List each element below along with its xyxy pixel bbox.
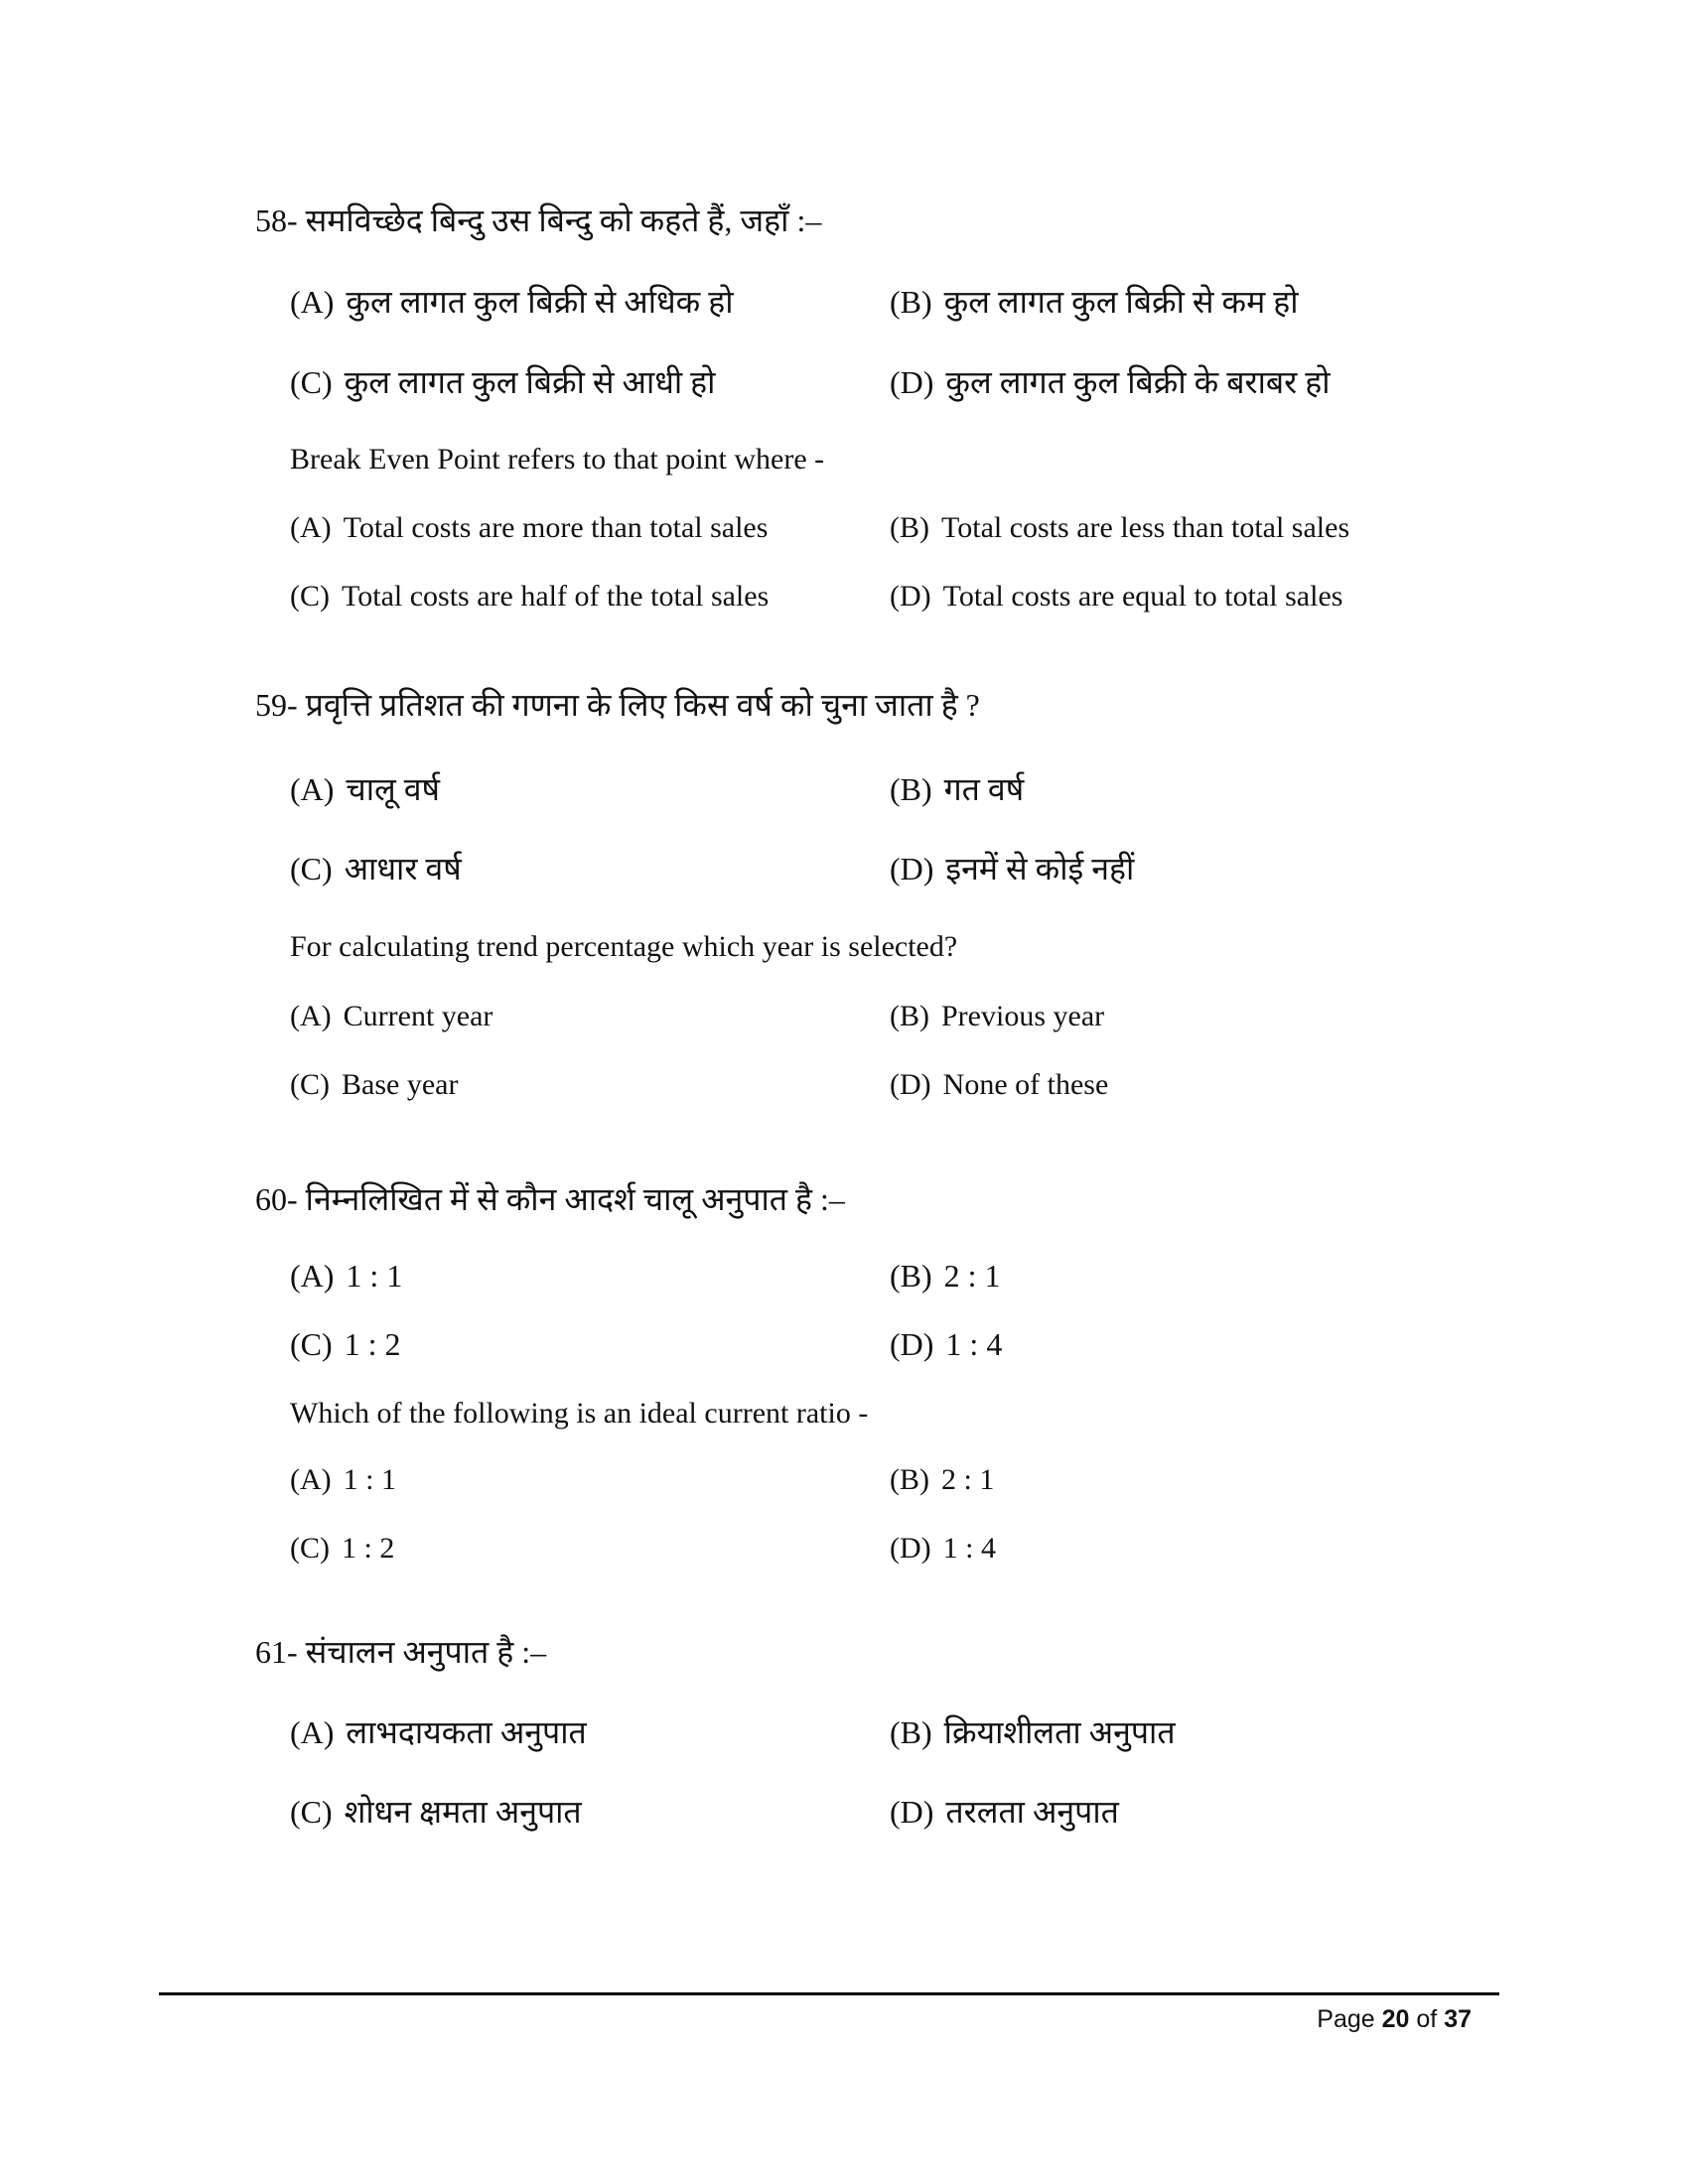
option-hindi — [290, 849, 462, 888]
option-label: (C) — [290, 580, 330, 613]
option-hindi — [890, 769, 1024, 809]
option-text: 1 : 4 — [945, 1326, 1003, 1362]
option-label: (C) — [290, 1794, 333, 1830]
option-hindi — [290, 769, 440, 809]
current-page: 20 — [1381, 2005, 1410, 2033]
option-text: Total costs are more than total sales — [343, 511, 769, 544]
option-text: गत वर्ष — [943, 771, 1025, 807]
option-english — [890, 1460, 994, 1500]
total-pages: 37 — [1444, 2005, 1472, 2033]
option-text: कुल लागत कुल बिक्री से कम हो — [943, 284, 1299, 320]
option-text: 1 : 2 — [342, 1532, 395, 1565]
option-english — [890, 1529, 996, 1569]
option-text: Total costs are less than total sales — [941, 511, 1350, 544]
question-hindi: 59- प्रवृत्ति प्रतिशत की गणना के लिए किस वर्ष को चुना जाता है ? — [255, 687, 980, 723]
option-label: (B) — [890, 1714, 932, 1750]
option-label: (D) — [890, 580, 931, 613]
option-hindi — [290, 1256, 402, 1296]
option-hindi — [890, 1712, 1176, 1752]
option-label: (D) — [890, 1326, 934, 1362]
option-text: कुल लागत कुल बिक्री के बराबर हो — [945, 364, 1331, 400]
page-label: Page — [1317, 2005, 1375, 2033]
option-text: 2 : 1 — [941, 1463, 995, 1496]
option-hindi — [290, 362, 715, 402]
option-hindi — [290, 1792, 582, 1832]
option-text: Previous year — [941, 1000, 1105, 1032]
option-text: 1 : 1 — [346, 1258, 403, 1294]
option-label: (B) — [890, 1000, 929, 1032]
option-english — [290, 508, 768, 548]
option-label: (C) — [290, 851, 333, 887]
option-label: (B) — [890, 284, 932, 320]
option-label: (D) — [890, 1532, 931, 1565]
option-text: Total costs are half of the total sales — [342, 580, 770, 613]
question-english: Break Even Point refers to that point where - — [290, 443, 825, 476]
option-hindi — [290, 1712, 587, 1752]
option-label: (C) — [290, 1532, 330, 1565]
option-label: (D) — [890, 851, 934, 887]
option-english — [290, 577, 769, 616]
option-label: (B) — [890, 511, 929, 544]
footer-divider — [159, 1992, 1499, 1995]
option-label: (B) — [890, 771, 932, 807]
option-text: इनमें से कोई नहीं — [945, 851, 1135, 887]
option-label: (A) — [290, 1714, 335, 1750]
option-english — [290, 1460, 396, 1500]
option-text: कुल लागत कुल बिक्री से आधी हो — [344, 364, 716, 400]
option-english — [890, 1065, 1108, 1105]
option-label: (B) — [890, 1463, 929, 1496]
option-english — [890, 997, 1104, 1036]
option-hindi — [890, 1256, 1001, 1296]
option-label: (C) — [290, 364, 333, 400]
option-text: चालू वर्ष — [346, 771, 441, 807]
question-english: For calculating trend percentage which year is selected? — [290, 930, 958, 963]
option-label: (A) — [290, 1258, 335, 1294]
option-english — [290, 1529, 394, 1569]
option-label: (A) — [290, 1463, 332, 1496]
option-label: (C) — [290, 1326, 333, 1362]
option-text: Total costs are equal to total sales — [942, 580, 1343, 613]
option-text: तरलता अनुपात — [945, 1794, 1119, 1830]
option-label: (A) — [290, 284, 335, 320]
option-hindi — [890, 849, 1134, 888]
option-text: 1 : 4 — [942, 1532, 996, 1565]
page-number — [1317, 2005, 1472, 2034]
option-text: लाभदायकता अनुपात — [346, 1714, 587, 1750]
option-label: (B) — [890, 1258, 932, 1294]
option-hindi — [890, 1324, 1002, 1364]
option-hindi — [890, 282, 1299, 322]
option-text: क्रियाशीलता अनुपात — [943, 1714, 1176, 1750]
question-hindi: 61- संचालन अनुपात है :– — [255, 1634, 547, 1670]
option-text: 2 : 1 — [943, 1258, 1001, 1294]
option-text: शोधन क्षमता अनुपात — [344, 1794, 582, 1830]
of-label: of — [1416, 2005, 1438, 2033]
option-text: Base year — [342, 1068, 459, 1101]
question-english: Which of the following is an ideal current ratio - — [290, 1397, 869, 1430]
option-text: Current year — [343, 1000, 493, 1032]
question-hindi: 60- निम्नलिखित में से कौन आदर्श चालू अनुपात है :– — [255, 1181, 845, 1217]
option-english — [290, 1065, 458, 1105]
option-hindi — [890, 1792, 1119, 1832]
question-hindi: 58- समविच्छेद बिन्दु उस बिन्दु को कहते हैं, जहाँ :– — [255, 203, 822, 238]
option-hindi — [290, 1324, 401, 1364]
option-hindi — [290, 282, 734, 322]
option-text: कुल लागत कुल बिक्री से अधिक हो — [346, 284, 734, 320]
option-text: 1 : 1 — [343, 1463, 396, 1496]
option-label: (A) — [290, 771, 335, 807]
option-text: None of these — [942, 1068, 1109, 1101]
option-label: (D) — [890, 1068, 931, 1101]
option-text: 1 : 2 — [344, 1326, 401, 1362]
option-english — [890, 508, 1349, 548]
option-label: (D) — [890, 364, 934, 400]
option-hindi — [890, 362, 1331, 402]
option-label: (D) — [890, 1794, 934, 1830]
option-label: (A) — [290, 1000, 332, 1032]
option-label: (C) — [290, 1068, 330, 1101]
option-text: आधार वर्ष — [344, 851, 462, 887]
option-label: (A) — [290, 511, 332, 544]
option-english — [290, 997, 492, 1036]
option-english — [890, 577, 1342, 616]
